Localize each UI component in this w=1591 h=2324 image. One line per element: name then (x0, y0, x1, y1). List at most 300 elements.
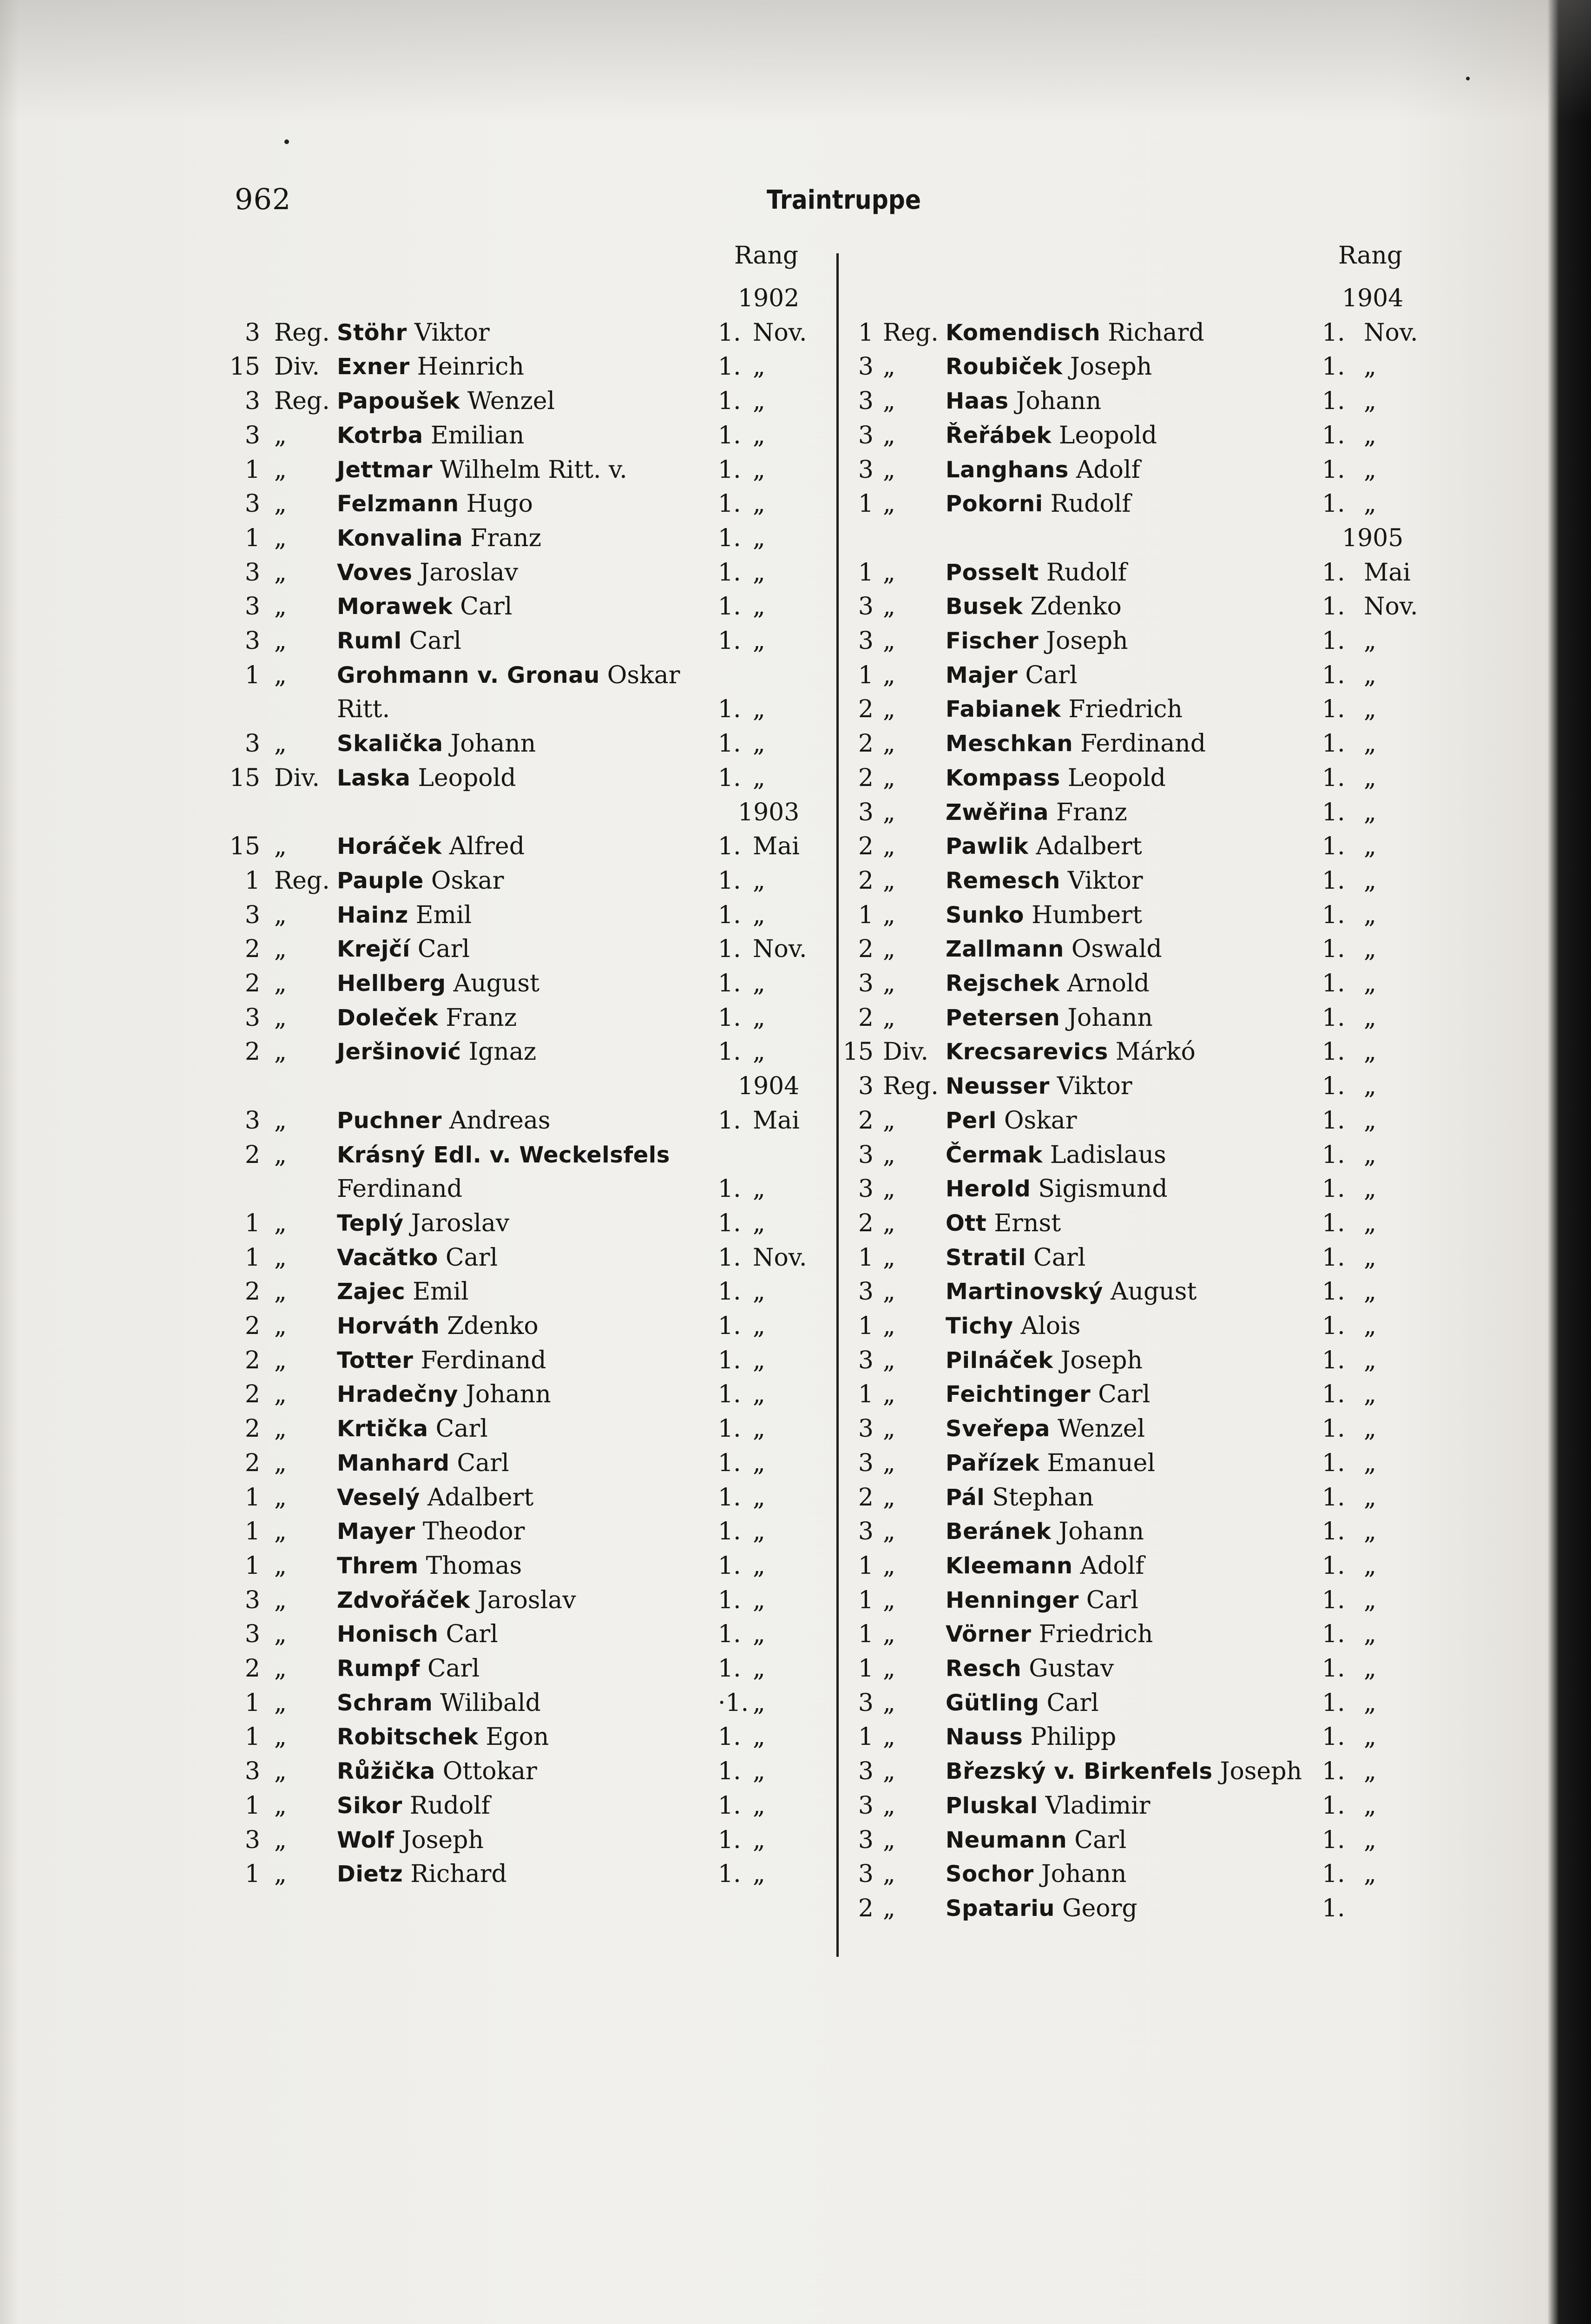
given-name: Wilhelm Ritt. v. (440, 456, 627, 484)
unit-number: 3 (858, 1278, 874, 1306)
given-name: Hugo (466, 490, 533, 518)
given-name: Johann (466, 1380, 551, 1409)
rank-day: 1. (1322, 1552, 1345, 1580)
rank-day: 1. (1322, 1791, 1345, 1820)
given-name: Adolf (1076, 456, 1140, 484)
unit-number: 2 (858, 1894, 874, 1922)
rank-day: 1. (718, 1449, 741, 1477)
rank-month: „ (1364, 1243, 1376, 1272)
given-name: Rudolf (1050, 490, 1131, 518)
surname: Pawlik (946, 833, 1029, 860)
given-name: Jaroslav (477, 1586, 576, 1614)
surname: Posselt (946, 559, 1039, 586)
unit-type: Div. (274, 764, 320, 792)
rank-day: 1. (1322, 1106, 1345, 1135)
unit-number: 1 (858, 1655, 874, 1683)
rank-month: „ (753, 1552, 765, 1580)
unit-type: „ (274, 1586, 287, 1614)
given-name: Johann (1058, 1518, 1144, 1546)
officer-entry (0, 1754, 1591, 1789)
officer-entry (0, 1720, 1591, 1754)
rank-day: 1. (718, 1655, 741, 1683)
year-heading: 1902 (738, 284, 800, 312)
rank-month: „ (1364, 1278, 1376, 1306)
rank-day: 1. (718, 1312, 741, 1340)
rank-month: „ (1364, 1209, 1376, 1237)
rank-month: „ (1364, 661, 1376, 689)
rank-month: „ (1364, 1346, 1376, 1374)
rank-month: „ (1364, 490, 1376, 518)
surname: Exner (337, 354, 410, 380)
given-name: Carl (1074, 1826, 1127, 1854)
rank-month: „ (753, 421, 765, 449)
officer-entry (0, 453, 1591, 487)
given-name: Oskar (1004, 1106, 1077, 1135)
surname: Feichtinger (946, 1381, 1091, 1408)
rank-day: 1. (1322, 970, 1345, 997)
officer-entry (0, 898, 1591, 932)
unit-type: „ (274, 1278, 287, 1306)
given-name: Zdenko (1030, 593, 1122, 621)
given-name: Rudolf (1046, 558, 1127, 587)
unit-number: 15 (229, 353, 260, 381)
unit-number: 2 (858, 1106, 874, 1135)
rank-day: 1. (1322, 456, 1345, 484)
given-name: Ritt. (337, 695, 390, 724)
unit-type: „ (883, 1689, 895, 1717)
given-name: Viktor (1067, 866, 1143, 895)
rank-day: 1. (1322, 1757, 1345, 1786)
unit-type: „ (883, 421, 895, 449)
unit-type: „ (274, 1312, 287, 1340)
rank-day: 1. (718, 1004, 741, 1032)
unit-number: 3 (244, 593, 260, 621)
rank-day: 1. (1322, 661, 1345, 689)
unit-type: „ (274, 524, 287, 552)
unit-number: 15 (229, 832, 260, 861)
unit-type: „ (274, 1620, 287, 1649)
unit-number: 3 (244, 627, 260, 655)
given-name: Joseph (401, 1826, 484, 1854)
rank-day: 1. (718, 1346, 741, 1374)
rank-month: „ (1364, 730, 1376, 758)
unit-type: „ (274, 1826, 287, 1854)
surname: Krejčí (337, 936, 410, 963)
rank-day: 1. (718, 1278, 741, 1306)
unit-number: 3 (858, 1072, 874, 1101)
rank-day: 1. (718, 935, 741, 964)
unit-type: Div. (883, 1038, 929, 1066)
rank-day: 1. (1322, 1243, 1345, 1272)
unit-number: 2 (858, 832, 874, 861)
unit-type: „ (883, 1415, 895, 1443)
surname: Rejschek (946, 971, 1060, 997)
unit-type: „ (274, 1518, 287, 1546)
surname: Hainz (337, 902, 408, 928)
unit-number: 3 (244, 558, 260, 587)
unit-number: 3 (244, 387, 260, 416)
unit-type: „ (274, 970, 287, 997)
officer-entry (0, 350, 1591, 384)
surname: Horváth (337, 1313, 440, 1339)
rank-day: 1. (718, 901, 741, 929)
unit-type: Reg. (883, 318, 939, 347)
unit-number: 2 (244, 1415, 260, 1443)
rank-day: 1. (718, 1038, 741, 1066)
surname: Totter (337, 1347, 414, 1373)
year-heading: 1905 (1342, 524, 1404, 552)
unit-type: „ (883, 1449, 895, 1477)
rank-month: „ (753, 627, 765, 655)
rank-month: „ (1364, 627, 1376, 655)
given-name: Adolf (1080, 1552, 1144, 1580)
unit-type: „ (883, 1004, 895, 1032)
rank-month: „ (1364, 1518, 1376, 1546)
surname: Manhard (337, 1450, 450, 1476)
unit-type: „ (274, 627, 287, 655)
surname: Rumpf (337, 1656, 420, 1682)
unit-number: 1 (244, 866, 260, 895)
unit-type: „ (274, 1106, 287, 1135)
unit-type: „ (274, 1723, 287, 1751)
officer-entry (0, 1651, 1591, 1686)
rank-day: 1. (718, 456, 741, 484)
given-name: Carl (1033, 1243, 1086, 1272)
rank-day: 1. (718, 593, 741, 621)
year-heading: 1903 (738, 798, 800, 826)
surname: Neumann (946, 1827, 1067, 1853)
unit-type: „ (883, 1860, 895, 1888)
officer-entry (0, 1241, 1591, 1275)
unit-number: 3 (244, 1826, 260, 1854)
surname: Horáček (337, 833, 442, 860)
rank-day: 1. (718, 490, 741, 518)
rank-day: 1. (718, 1380, 741, 1409)
given-name: Alois (1020, 1312, 1081, 1340)
surname: Voves (337, 559, 413, 586)
officer-entry (0, 1686, 1591, 1720)
unit-type: „ (274, 730, 287, 758)
surname: Grohmann v. Gronau (337, 662, 600, 688)
given-name: Joseph (1220, 1757, 1302, 1786)
unit-number: 1 (858, 318, 874, 347)
given-name: Emanuel (1047, 1449, 1155, 1477)
unit-number: 2 (244, 1346, 260, 1374)
rank-month: „ (1364, 1072, 1376, 1101)
unit-number: 1 (244, 1791, 260, 1820)
unit-type: „ (274, 1004, 287, 1032)
unit-type: „ (883, 1106, 895, 1135)
surname: Pauple (337, 867, 424, 894)
given-name: Richard (410, 1860, 507, 1888)
rank-month: „ (1364, 387, 1376, 416)
unit-number: 3 (244, 421, 260, 449)
rank-month: „ (753, 1689, 765, 1717)
unit-number: 3 (858, 1791, 874, 1820)
officer-entry (0, 316, 1591, 350)
unit-number: 2 (244, 1278, 260, 1306)
unit-number: 3 (858, 1415, 874, 1443)
surname: Papoušek (337, 388, 460, 415)
rank-month: „ (753, 1380, 765, 1409)
rank-day: 1. (718, 1106, 741, 1135)
rank-month: „ (1364, 798, 1376, 826)
given-name: Humbert (1032, 901, 1142, 929)
rank-day: 1. (718, 1723, 741, 1751)
given-name: Ottokar (442, 1757, 537, 1786)
rank-day: 1. (1322, 593, 1345, 621)
rank-month: „ (1364, 1004, 1376, 1032)
given-name: Carl (417, 935, 470, 964)
rank-month: Nov. (753, 318, 807, 347)
rank-day: 1. (1322, 1004, 1345, 1032)
unit-type: „ (274, 1689, 287, 1717)
rank-month: „ (753, 1312, 765, 1340)
unit-type: „ (883, 1243, 895, 1272)
rank-month: „ (1364, 901, 1376, 929)
rank-month: „ (1364, 1038, 1376, 1066)
unit-number: 1 (244, 524, 260, 552)
rank-day: 1. (1322, 764, 1345, 792)
given-name: Ferdinand (421, 1346, 546, 1374)
surname: Jeršinović (337, 1039, 461, 1065)
given-name: Wenzel (1057, 1415, 1145, 1443)
rank-month: „ (1364, 832, 1376, 861)
unit-number: 1 (858, 901, 874, 929)
unit-type: „ (883, 456, 895, 484)
rank-month: „ (1364, 695, 1376, 724)
given-name: Joseph (1070, 353, 1152, 381)
unit-type: „ (274, 1552, 287, 1580)
rank-month: „ (1364, 764, 1376, 792)
given-name: Joseph (1060, 1346, 1143, 1374)
unit-type: „ (274, 1655, 287, 1683)
surname: Kleemann (946, 1552, 1073, 1579)
unit-type: Reg. (883, 1072, 939, 1101)
unit-number: 3 (244, 490, 260, 518)
rank-month: „ (1364, 1791, 1376, 1820)
surname: Hellberg (337, 971, 446, 997)
rank-month: „ (1364, 1723, 1376, 1751)
unit-number: 2 (244, 1141, 260, 1169)
right-rang-header: Rang (1338, 242, 1403, 270)
surname: Růžička (337, 1758, 435, 1785)
officer-entry (0, 692, 1591, 726)
rank-month: „ (1364, 1689, 1376, 1717)
rank-day: 1. (718, 1209, 741, 1237)
rank-day: 1. (1322, 1483, 1345, 1512)
surname: Zallmann (946, 936, 1064, 963)
unit-type: „ (274, 901, 287, 929)
unit-number: 1 (858, 661, 874, 689)
unit-number: 1 (244, 1483, 260, 1512)
officer-entry (0, 1001, 1591, 1035)
unit-type: „ (274, 1141, 287, 1169)
rank-month: „ (753, 1620, 765, 1649)
rank-day: 1. (718, 866, 741, 895)
surname: Pluskal (946, 1792, 1038, 1819)
unit-number: 1 (244, 1243, 260, 1272)
given-name: Carl (1025, 661, 1078, 689)
unit-type: Div. (274, 353, 320, 381)
officer-entry (0, 1549, 1591, 1583)
surname: Kotrba (337, 422, 423, 449)
unit-number: 3 (244, 318, 260, 347)
officer-entry (0, 624, 1591, 658)
unit-type: „ (883, 1826, 895, 1854)
rank-month: „ (753, 456, 765, 484)
officer-entry (0, 795, 1591, 830)
given-name: Stephan (992, 1483, 1094, 1512)
unit-number: 3 (244, 1106, 260, 1135)
rank-day: 1. (1322, 1312, 1345, 1340)
surname: Majer (946, 662, 1018, 688)
unit-number: 3 (858, 456, 874, 484)
rank-month: „ (753, 1004, 765, 1032)
unit-type: „ (883, 1723, 895, 1751)
unit-number: 2 (244, 1380, 260, 1409)
rank-day: 1. (718, 318, 741, 347)
officer-entry (0, 1035, 1591, 1069)
unit-type: „ (274, 1038, 287, 1066)
unit-type: „ (883, 490, 895, 518)
unit-number: 2 (244, 970, 260, 997)
officer-entry (0, 1480, 1591, 1515)
given-name: Carl (1086, 1586, 1139, 1614)
rank-month: „ (1364, 1483, 1376, 1512)
rank-day: 1. (1322, 1141, 1345, 1169)
rank-month: „ (1364, 1860, 1376, 1888)
rank-month: „ (753, 387, 765, 416)
unit-type: „ (883, 1791, 895, 1820)
rank-day: 1. (1322, 901, 1345, 929)
surname: Herold (946, 1176, 1031, 1202)
rank-month: „ (753, 901, 765, 929)
rank-month: „ (753, 1826, 765, 1854)
surname: Schram (337, 1690, 433, 1716)
scan-speck (284, 139, 289, 144)
rank-day: 1. (1322, 1209, 1345, 1237)
rank-month: „ (1364, 1586, 1376, 1614)
unit-number: 1 (858, 1723, 874, 1751)
rank-day: 1. (718, 1757, 741, 1786)
rank-month: „ (753, 970, 765, 997)
unit-type: „ (274, 1415, 287, 1443)
unit-type: „ (274, 661, 287, 689)
unit-type: „ (883, 764, 895, 792)
unit-number: 3 (244, 1586, 260, 1614)
officer-entry (0, 1172, 1591, 1206)
unit-number: 3 (858, 593, 874, 621)
surname: Gütling (946, 1690, 1039, 1716)
rank-day: 1. (718, 1175, 741, 1203)
unit-number: 15 (229, 764, 260, 792)
surname: Komendisch (946, 319, 1101, 346)
surname: Teplý (337, 1210, 404, 1236)
rank-day: 1. (1322, 1175, 1345, 1203)
surname: Sochor (946, 1861, 1034, 1888)
unit-type: „ (883, 1620, 895, 1649)
rank-month: „ (753, 1175, 765, 1203)
given-name: Leopold (1067, 764, 1166, 792)
rank-day: 1. (718, 353, 741, 381)
unit-number: 3 (858, 387, 874, 416)
unit-type: „ (883, 1894, 895, 1922)
given-name: Márkó (1115, 1038, 1196, 1066)
given-name: Ernst (994, 1209, 1061, 1237)
surname: Stratil (946, 1244, 1026, 1271)
given-name: Emil (415, 901, 472, 929)
surname: Krecsarevics (946, 1039, 1108, 1065)
unit-number: 2 (858, 935, 874, 964)
unit-number: 3 (858, 1346, 874, 1374)
unit-number: 2 (244, 935, 260, 964)
unit-number: 3 (858, 1175, 874, 1203)
unit-type: „ (274, 832, 287, 861)
rank-day: 1. (1322, 1518, 1345, 1546)
surname: Henninger (946, 1587, 1079, 1613)
unit-type: „ (883, 1552, 895, 1580)
officer-entry (0, 384, 1591, 418)
given-name: Gustav (1029, 1655, 1114, 1683)
rank-day: 1. (1322, 935, 1345, 964)
rank-month: „ (1364, 1141, 1376, 1169)
rank-day: 1. (1322, 627, 1345, 655)
unit-type: „ (883, 661, 895, 689)
rank-day: 1. (718, 970, 741, 997)
officer-entry (0, 1789, 1591, 1823)
given-name: Theodor (422, 1518, 525, 1546)
unit-type: „ (274, 1757, 287, 1786)
unit-type: „ (274, 1449, 287, 1477)
year-heading: 1904 (738, 1072, 800, 1101)
rank-day: 1. (1322, 1826, 1345, 1854)
rank-month: „ (1364, 1312, 1376, 1340)
unit-number: 1 (244, 661, 260, 689)
rank-month: „ (1364, 1655, 1376, 1683)
given-name: Egon (486, 1723, 549, 1751)
rank-month: Nov. (753, 935, 807, 964)
officer-entry (0, 864, 1591, 898)
officer-entry (0, 1412, 1591, 1446)
rank-month: „ (1364, 1415, 1376, 1443)
unit-type: „ (274, 1483, 287, 1512)
rank-month: „ (1364, 1757, 1376, 1786)
surname: Vörner (946, 1621, 1032, 1648)
unit-number: 2 (858, 695, 874, 724)
unit-type: „ (883, 1209, 895, 1237)
given-name: Viktor (1057, 1072, 1132, 1101)
surname: Fischer (946, 628, 1039, 654)
given-name: Jaroslav (411, 1209, 510, 1237)
rank-month: „ (753, 1483, 765, 1512)
unit-type: „ (883, 558, 895, 587)
rank-month: „ (1364, 1449, 1376, 1477)
unit-number: 3 (244, 730, 260, 758)
surname: Martinovský (946, 1279, 1103, 1305)
rank-day: 1. (1322, 1380, 1345, 1409)
rank-month: „ (1364, 866, 1376, 895)
surname: Langhans (946, 456, 1069, 483)
unit-number: 1 (858, 1312, 874, 1340)
surname: Petersen (946, 1004, 1060, 1031)
rank-month: „ (1364, 1175, 1376, 1203)
unit-number: 2 (858, 1209, 874, 1237)
unit-type: „ (883, 1380, 895, 1409)
rank-month: „ (753, 695, 765, 724)
surname: Tichy (946, 1313, 1013, 1339)
unit-type: „ (883, 353, 895, 381)
